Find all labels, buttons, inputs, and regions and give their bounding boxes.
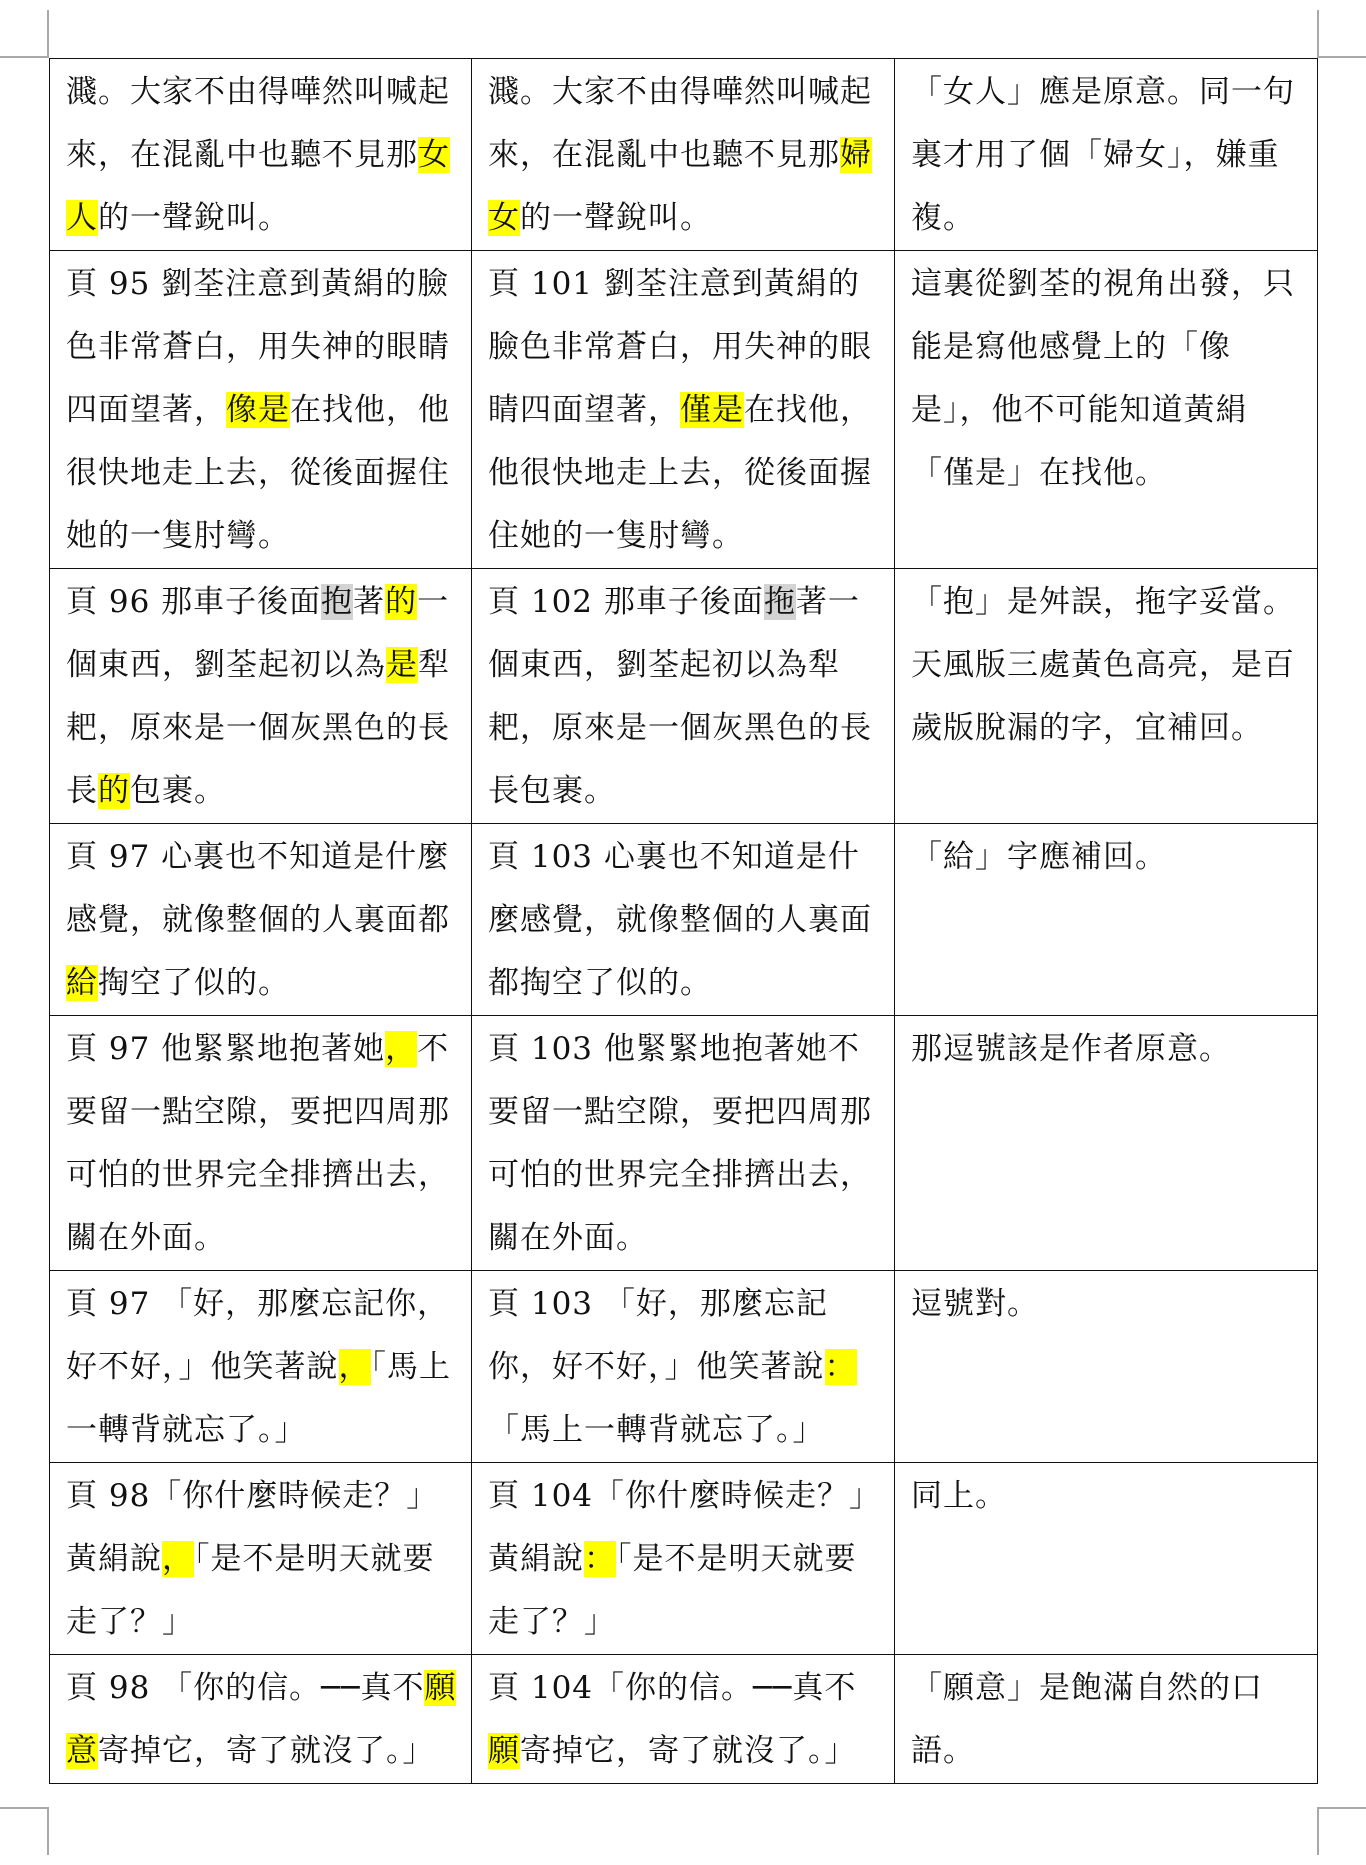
crop-mark-bottom-right-v [1317,1807,1319,1855]
text-run: 掏空了似的。 [98,965,290,1001]
crop-mark-bottom-left-v [47,1807,49,1855]
cell-revised [472,1271,895,1463]
crop-mark-top-left-v [47,10,49,58]
cell-original [50,569,472,824]
text-run: 頁 95 劉荃注意到黃絹的臉色非常蒼白，用失神的眼睛四面望著， [66,266,450,428]
text-run: 「給」字應補回。 [911,839,1167,875]
table-row [50,251,1318,569]
table-row [50,824,1318,1016]
cell-comment [895,1655,1318,1784]
cell-comment [895,59,1318,251]
text-run: 一個東西，劉荃起初以為 [66,584,450,683]
cell-original [50,59,472,251]
text-run: 「馬上一轉背就忘了。」 [66,1349,451,1448]
crop-mark-top-left-h [0,56,48,58]
text-run: 「是不是明天就要走了？」 [66,1541,435,1640]
highlight-grey: 抱 [321,584,354,620]
highlight-yellow: 女人 [66,137,450,236]
crop-mark-top-right-v [1317,10,1319,58]
cell-comment [895,1463,1318,1655]
text-run: 同上。 [911,1478,1007,1514]
text-run: 在找他，他很快地走上去，從後面握住她的一隻肘彎。 [488,392,872,554]
text-run: 這裏從劉荃的視角出發，只能是寫他感覺上的「像是」，他不可能知道黃絹「僅是」在找他。 [911,266,1295,491]
table-row [50,59,1318,251]
text-run: 頁 96 那車子後面 [66,584,322,620]
crop-mark-bottom-left-h [0,1807,48,1809]
table-row [50,1271,1318,1463]
cell-comment [895,569,1318,824]
cell-revised [472,59,895,251]
highlight-yellow: 願意 [66,1670,457,1769]
cell-comment [895,1016,1318,1271]
highlight-yellow: 僅是 [680,392,744,428]
text-run: 頁 97 他緊緊地抱著她 [66,1031,386,1067]
text-run: 「女人」應是原意。同一句裏才用了個「婦女」，嫌重複。 [911,74,1295,236]
cell-original [50,1016,472,1271]
highlight-yellow: ： [824,1349,857,1385]
cell-revised [472,1463,895,1655]
text-run: 頁 104「你的信。──真不 [488,1670,857,1706]
highlight-grey: 拖 [763,584,796,620]
text-run: 犁耙，原來是一個灰黑色的長長 [66,647,450,809]
cell-comment [895,1271,1318,1463]
crop-mark-bottom-right-h [1318,1807,1366,1809]
text-run: 的一聲銳叫。 [520,200,712,236]
text-run: 頁 103 「好，那麼忘記你，好不好，」他笑著說 [488,1286,828,1385]
table-row [50,1655,1318,1784]
highlight-yellow: 婦女 [488,137,872,236]
highlight-yellow: 願 [488,1733,520,1769]
highlight-yellow: 的 [98,773,130,809]
cell-revised [472,1016,895,1271]
cell-original [50,251,472,569]
highlight-yellow: ， [385,1031,418,1067]
highlight-yellow: ： [584,1541,616,1577]
text-run: 濺。大家不由得嘩然叫喊起來，在混亂中也聽不見那 [66,74,450,173]
table-row [50,1016,1318,1271]
text-run: 「願意」是飽滿自然的口語。 [911,1670,1263,1769]
highlight-yellow: 的 [385,584,418,620]
text-run: 頁 101 劉荃注意到黃絹的臉色非常蒼白，用失神的眼睛四面望著， [488,266,872,428]
highlight-yellow: 是 [386,647,418,683]
text-run: 不要留一點空隙，要把四周那可怕的世界完全排擠出去，關在外面。 [66,1031,450,1256]
text-run: 著 [353,584,386,620]
text-run: 「馬上一轉背就忘了。」 [488,1412,825,1448]
highlight-yellow: ， [162,1541,194,1577]
text-run: 在找他，他很快地走上去，從後面握住她的一隻肘彎。 [66,392,450,554]
text-run: 頁 104「你什麼時候走？」黃絹說 [488,1478,866,1577]
cell-original [50,1463,472,1655]
text-run: 「是不是明天就要走了？」 [488,1541,857,1640]
cell-revised [472,569,895,824]
text-run: 濺。大家不由得嘩然叫喊起來，在混亂中也聽不見那 [488,74,872,173]
text-run: 頁 103 他緊緊地抱著她不要留一點空隙，要把四周那可怕的世界完全排擠出去，關在外面。 [488,1031,872,1256]
text-run: 頁 103 心裏也不知道是什麼感覺，就像整個的人裏面都掏空了似的。 [488,839,872,1001]
text-run: 包裹。 [130,773,226,809]
text-run: 頁 98「你什麼時候走？」黃絹說 [66,1478,439,1577]
text-run: 寄掉它，寄了就沒了。」 [520,1733,857,1769]
crop-mark-top-right-h [1318,56,1366,58]
cell-original [50,824,472,1016]
cell-revised [472,824,895,1016]
cell-revised [472,1655,895,1784]
comparison-table [49,58,1318,1784]
cell-comment [895,824,1318,1016]
text-run: 逗號對。 [911,1286,1039,1322]
text-run: 頁 98 「你的信。──真不 [66,1670,425,1706]
text-run: 頁 97 「好，那麼忘記你，好不好，」他笑著說 [66,1286,450,1385]
text-run: 那逗號該是作者原意。 [911,1031,1231,1067]
text-run: 頁 97 心裏也不知道是什麼感覺，就像整個的人裏面都 [66,839,450,938]
highlight-yellow: ， [338,1349,371,1385]
text-run: 的一聲銳叫。 [98,200,290,236]
text-run: 著一個東西，劉荃起初以為犁耙，原來是一個灰黑色的長長包裹。 [488,584,872,809]
cell-revised [472,251,895,569]
cell-comment [895,251,1318,569]
highlight-yellow: 像是 [226,392,290,428]
table-row [50,569,1318,824]
text-run: 頁 102 那車子後面 [488,584,764,620]
cell-original [50,1655,472,1784]
highlight-yellow: 給 [66,965,98,1001]
cell-original [50,1271,472,1463]
text-run: 「抱」是舛誤，拖字妥當。天風版三處黃色高亮，是百歲版脫漏的字，宜補回。 [911,584,1295,746]
text-run: 寄掉它，寄了就沒了。」 [98,1733,435,1769]
table-row [50,1463,1318,1655]
